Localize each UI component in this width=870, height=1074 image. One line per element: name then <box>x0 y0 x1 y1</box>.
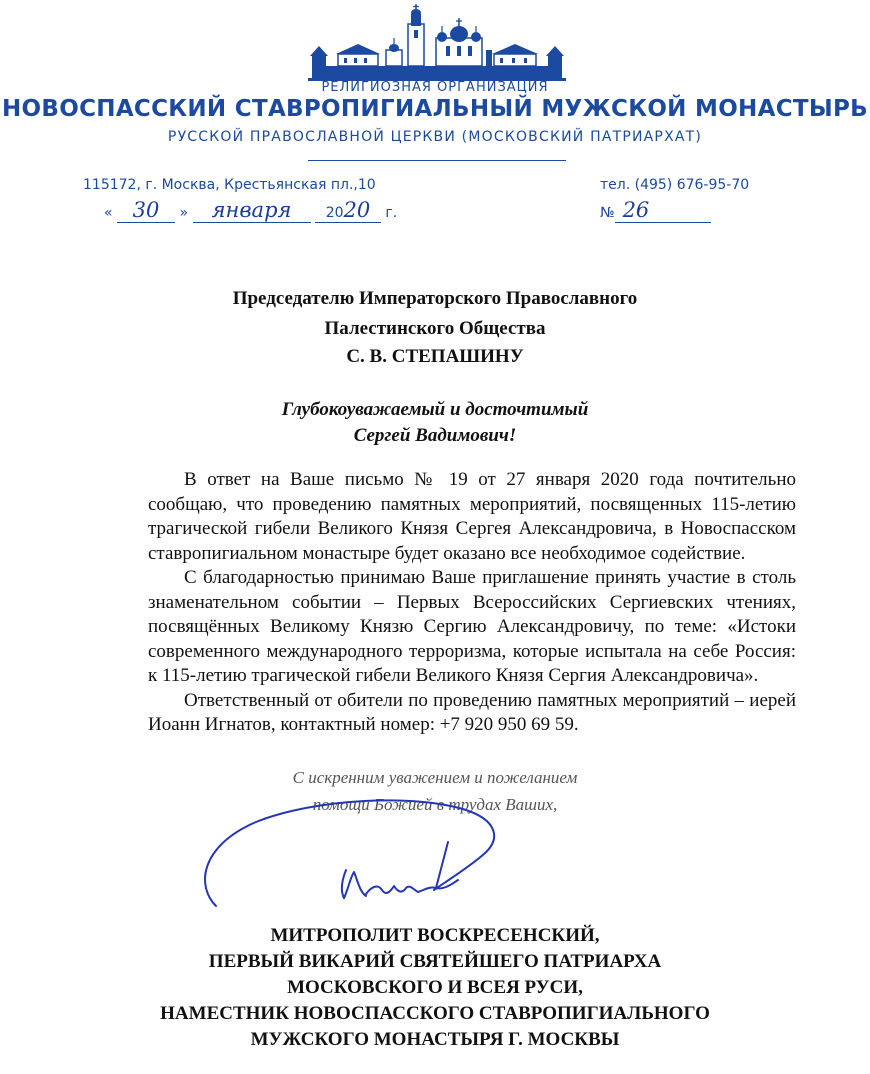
date-day: 30 <box>117 198 175 223</box>
signatory-line-5: МУЖСКОГО МОНАСТЫРЯ Г. МОСКВЫ <box>250 1029 620 1050</box>
signatory-line-1: МИТРОПОЛИТ ВОСКРЕСЕНСКИЙ, <box>270 925 600 946</box>
body-paragraph-3: Ответственный от обители по проведению памятных мероприятий – иерей Иоанн Игнатов, контактный номер: +7 920 950 69 59. <box>148 689 796 735</box>
addressee-line-2: Палестинского Общества <box>324 318 546 339</box>
addressee-name: С. В. СТЕПАШИНУ <box>346 346 524 367</box>
body-paragraph-1: В ответ на Ваше письмо № 19 от 27 января 2020 года почтительно сообщаю, что проведению памятных мероприятий, посвященных 115-летию трагической гибели Великого Князя Сергея Александровича, в Новоспасском ставропигиальном монастыре будет оказано все необходимое содействие. <box>148 469 796 564</box>
org-name: НОВОСПАССКИЙ СТАВРОПИГИАЛЬНЫЙ МУЖСКОЙ МОНАСТЫРЬ <box>2 96 868 122</box>
org-phone: тел. (495) 676-95-70 <box>600 177 750 193</box>
date-open-quote: « <box>104 205 113 221</box>
signatory-line-2: ПЕРВЫЙ ВИКАРИЙ СВЯТЕЙШЕГО ПАТРИАРХА <box>208 951 662 972</box>
signatory-line-3: МОСКОВСКОГО И ВСЕЯ РУСИ, <box>287 977 583 998</box>
number-label: № <box>600 205 615 221</box>
date-year <box>315 198 381 223</box>
body-paragraph-2: С благодарностью принимаю Ваше приглашение принять участие в столь знаменательном событии – Первых Всероссийских Сергиевских чтениях, посвящённых Великому Князю Сергию Александровичу, по теме: «Истоки современного международного терроризма, которые испытала на себе Россия: к 115-летию трагической гибели Великого Князя Сергия Александровича». <box>148 567 796 686</box>
org-type: РЕЛИГИОЗНАЯ ОРГАНИЗАЦИЯ <box>321 80 549 95</box>
closing-line-1: С искренним уважением и пожеланием <box>292 768 578 787</box>
date-suffix: г. <box>385 205 398 221</box>
greeting-line-1: Глубокоуважаемый и досточтимый <box>281 399 589 420</box>
greeting-line-2: Сергей Вадимович! <box>353 425 517 446</box>
letter-number <box>600 198 711 223</box>
date-year-suffix: 20 <box>343 198 371 222</box>
closing-line-2: помощи Божией в трудах Ваших, <box>312 795 558 814</box>
handwritten-signature-icon <box>196 786 516 916</box>
number-value: 26 <box>615 198 711 223</box>
org-subtitle: РУССКОЙ ПРАВОСЛАВНОЙ ЦЕРКВИ (МОСКОВСКИЙ ПАТРИАРХАТ) <box>167 129 703 145</box>
monastery-logo-icon <box>308 4 566 86</box>
date-close-quote: » <box>179 205 189 221</box>
org-address: 115172, г. Москва, Крестьянская пл.,10 <box>83 177 376 193</box>
letter-body <box>148 468 796 738</box>
date-year-prefix: 20 <box>325 205 344 221</box>
letter-date <box>104 198 397 223</box>
letterhead-divider <box>308 160 566 161</box>
addressee-line-1: Председателю Императорского Православного <box>232 288 638 309</box>
signatory-line-4: НАМЕСТНИК НОВОСПАССКОГО СТАВРОПИГИАЛЬНОГО <box>160 1003 710 1024</box>
date-month: января <box>193 198 311 223</box>
